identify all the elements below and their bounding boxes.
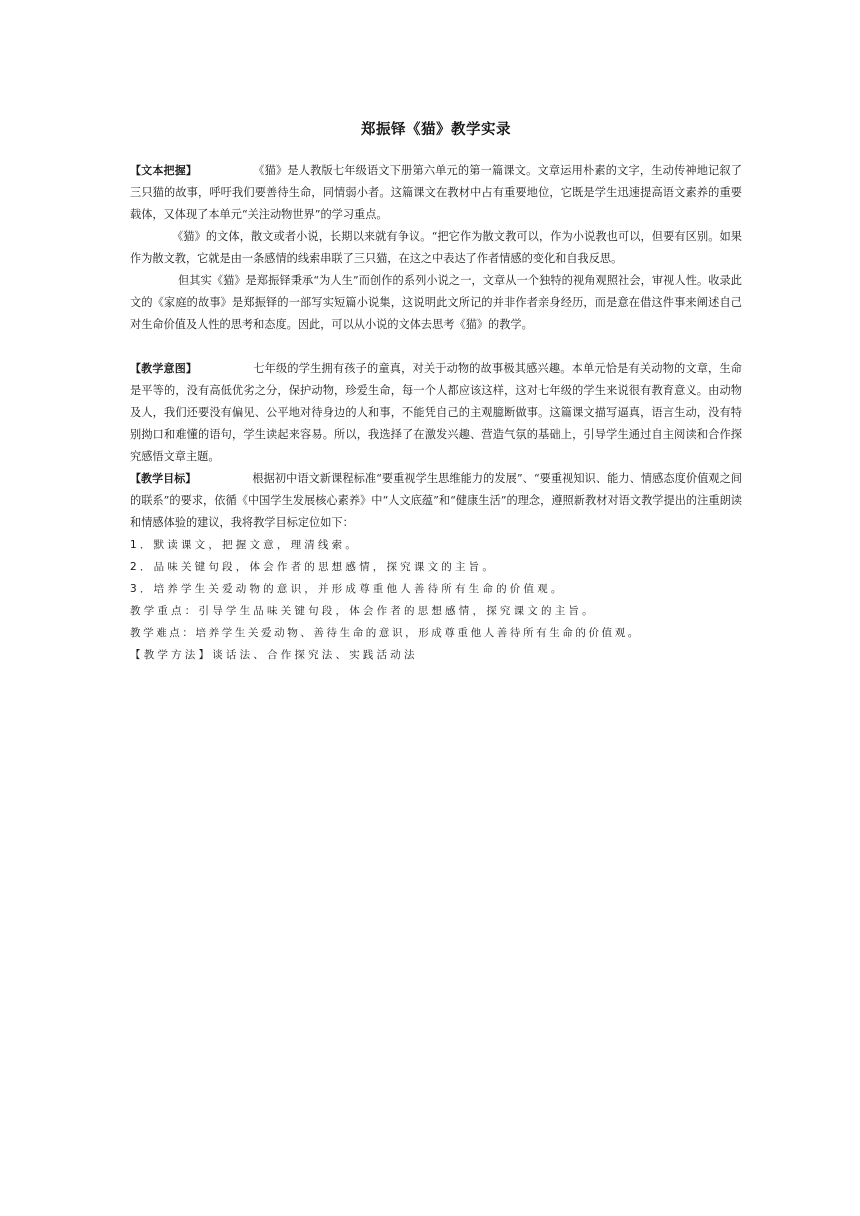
teaching-methods-text: 谈话法、合作探究法、实践活动法 xyxy=(212,649,418,661)
text-grasp-p1: 《猫》是人教版七年级语文下册第六单元的第一篇课文。文章运用朴素的文字，生动传神地记叙了三只猫的故事，呼吁我们要善待生命，同情弱小者。这篇课文在教材中占有重要地位，它既是学生迅速提高语文素养的重要载体，又体现了本单元“关注动物世界”的学习重点。 xyxy=(130,164,742,221)
document-title: 郑振铎《猫》教学实录 xyxy=(361,122,511,138)
teaching-intent-paragraph xyxy=(130,358,742,468)
section-label-teaching-intent: 【教学意图】 xyxy=(130,362,198,375)
section-label-teaching-methods: 【教学方法】 xyxy=(130,649,213,661)
text-grasp-paragraph-2: 《猫》的文体，散文或者小说，长期以来就有争议。“把它作为散文教可以，作为小说教也可以，但要有区别。如果作为散文教，它就是由一条感情的线索串联了三只猫，在这之中表达了作者情感的变化和自我反思。 xyxy=(130,230,742,265)
section-spacer xyxy=(130,336,742,358)
section-label-teaching-goals: 【教学目标】 xyxy=(130,472,197,485)
goal-item-2: 2．品味关键句段，体会作者的思想感情，探究课文的主旨。 xyxy=(130,561,497,573)
text-grasp-paragraph-1 xyxy=(130,160,742,226)
goal-item-1: 1．默读课文，把握文意，理清线索。 xyxy=(130,539,360,551)
section-label-text-grasp: 【文本把握】 xyxy=(130,164,198,177)
document-body xyxy=(130,160,742,666)
goal-item-3: 3．培养学生关爱动物的意识，并形成尊重他人善待所有生命的价值观。 xyxy=(130,583,565,595)
teaching-goals-p1: 根据初中语文新课程标准“要重视学生思维能力的发展”、“要重视知识、能力、情感态度价值观之间的联系”的要求，依循《中国学生发展核心素养》中“人文底蕴”和“健康生活”的理念，遵照新教材对语文教学提出的注重朗读和情感体验的建议，我将教学目标定位如下： xyxy=(130,472,743,529)
teaching-key-point: 教学重点：引导学生品味关键句段，体会作者的思想感情，探究课文的主旨。 xyxy=(130,605,596,617)
teaching-goals-paragraph xyxy=(130,468,742,534)
teaching-difficulty: 教学难点：培养学生关爱动物、善待生命的意识，形成尊重他人善待所有生命的价值观。 xyxy=(130,627,641,639)
teaching-methods-line xyxy=(130,644,742,666)
text-grasp-paragraph-3: 但其实《猫》是郑振铎秉承“为人生”而创作的系列小说之一，文章从一个独特的视角观照社会，审视人性。收录此文的《家庭的故事》是郑振铎的一部写实短篇小说集，这说明此文所记的并非作者亲身经历，而是意在借这件事来阐述自己对生命价值及人性的思考和态度。因此，可以从小说的文体去思考《猫》的教学。 xyxy=(130,274,742,331)
teaching-intent-p1: 七年级的学生拥有孩子的童真，对关于动物的故事极其感兴趣。本单元恰是有关动物的文章，生命是平等的，没有高低优劣之分，保护动物，珍爱生命，每一个人都应该这样，这对七年级的学生来说很有教育意义。由动物及人，我们还要没有偏见、公平地对待身边的人和事，不能凭自己的主观臆断做事。这篇课文描写逼真，语言生动，没有特别拗口和难懂的语句，学生读起来容易。所以，我选择了在激发兴趣、营造气氛的基础上，引导学生通过自主阅读和合作探究感悟文章主题。 xyxy=(130,362,742,463)
